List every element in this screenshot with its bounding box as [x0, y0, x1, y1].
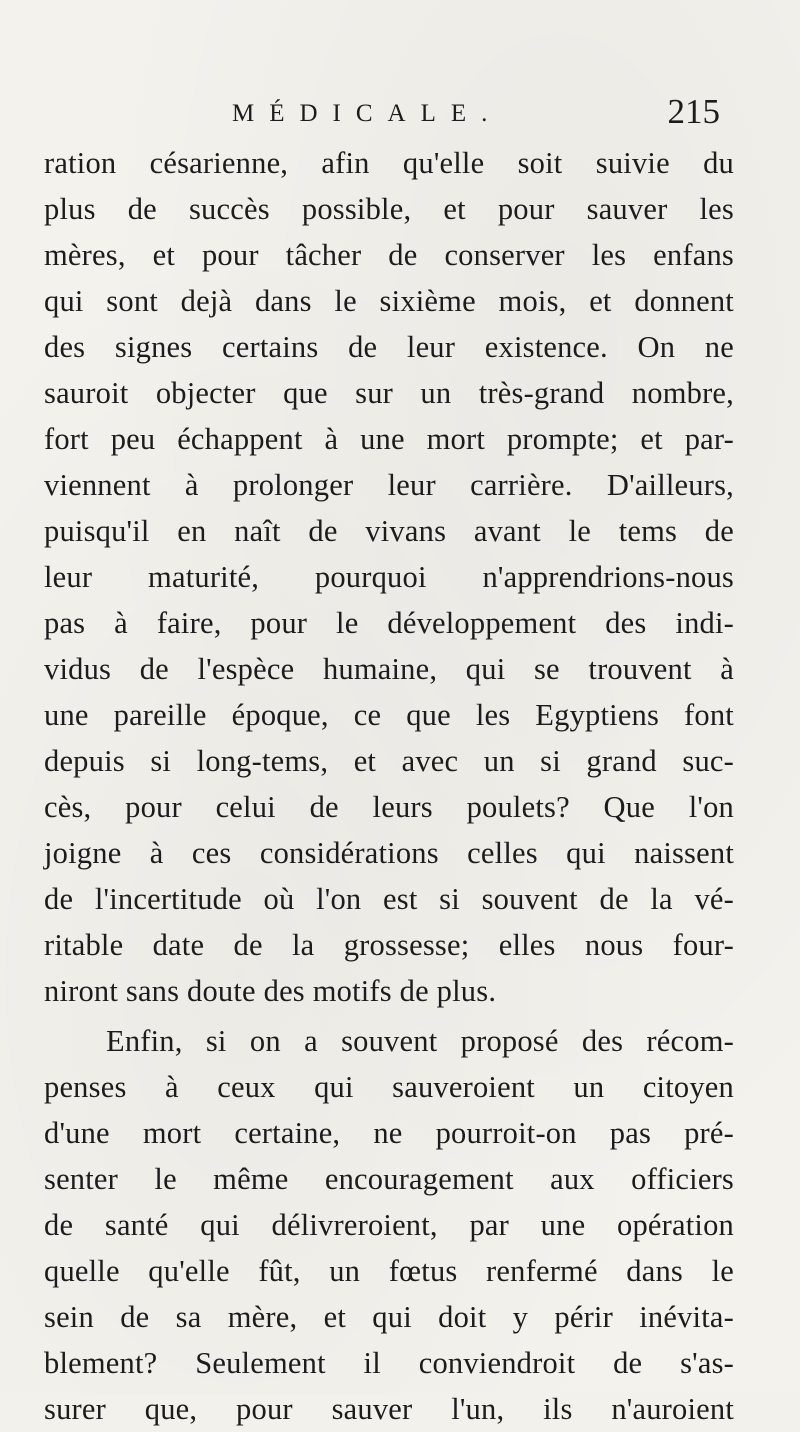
- text-line: niront sans doute des motifs de plus.: [44, 974, 497, 1008]
- text-line: viennent à prolonger leur carrière. D'ailleurs,: [44, 468, 734, 502]
- text-line: qui sont dejà dans le sixième mois, et donnent: [44, 284, 734, 318]
- text-line: puisqu'il en naît de vivans avant le tems de: [44, 514, 734, 548]
- text-line: fort peu échappent à une mort prompte; et par-: [44, 422, 734, 456]
- body-text: [44, 140, 734, 1432]
- text-line: mères, et pour tâcher de conserver les enfans: [44, 238, 734, 272]
- page-number: 215: [667, 92, 720, 131]
- text-line: Enfin, si on a souvent proposé des récom-: [106, 1024, 734, 1058]
- text-line: une pareille époque, ce que les Egyptiens font: [44, 698, 734, 732]
- text-line: de santé qui délivreroient, par une opération: [44, 1208, 734, 1242]
- text-line: senter le même encouragement aux officiers: [44, 1162, 734, 1196]
- text-line: pas à faire, pour le développement des indi-: [44, 606, 734, 640]
- text-line: de l'incertitude où l'on est si souvent de la vé-: [44, 882, 734, 916]
- text-line: ritable date de la grossesse; elles nous four-: [44, 928, 734, 962]
- text-line: blement? Seulement il conviendroit de s'as-: [44, 1346, 734, 1380]
- text-line: penses à ceux qui sauveroient un citoyen: [44, 1070, 734, 1104]
- text-line: vidus de l'espèce humaine, qui se trouvent à: [44, 652, 734, 686]
- text-line: sauroit objecter que sur un très-grand nombre,: [44, 376, 734, 410]
- text-line: des signes certains de leur existence. On ne: [44, 330, 734, 364]
- text-line: cès, pour celui de leurs poulets? Que l'on: [44, 790, 734, 824]
- running-head: [40, 92, 720, 132]
- text-line: joigne à ces considérations celles qui naissent: [44, 836, 734, 870]
- text-line: quelle qu'elle fût, un fœtus renfermé dans le: [44, 1254, 734, 1288]
- running-title: MÉDICALE.: [232, 100, 503, 127]
- text-line: plus de succès possible, et pour sauver les: [44, 192, 734, 226]
- paragraph: [44, 1018, 734, 1432]
- text-line: ration césarienne, afin qu'elle soit suivie du: [44, 146, 734, 180]
- text-line: d'une mort certaine, ne pourroit-on pas pré-: [44, 1116, 734, 1150]
- text-line: surer que, pour sauver l'un, ils n'auroient: [44, 1392, 734, 1426]
- paragraph: [44, 140, 734, 1014]
- text-line: depuis si long-tems, et avec un si grand suc-: [44, 744, 734, 778]
- text-line: leur maturité, pourquoi n'apprendrions-nous: [44, 560, 734, 594]
- text-line: sein de sa mère, et qui doit y périr inévita-: [44, 1300, 734, 1334]
